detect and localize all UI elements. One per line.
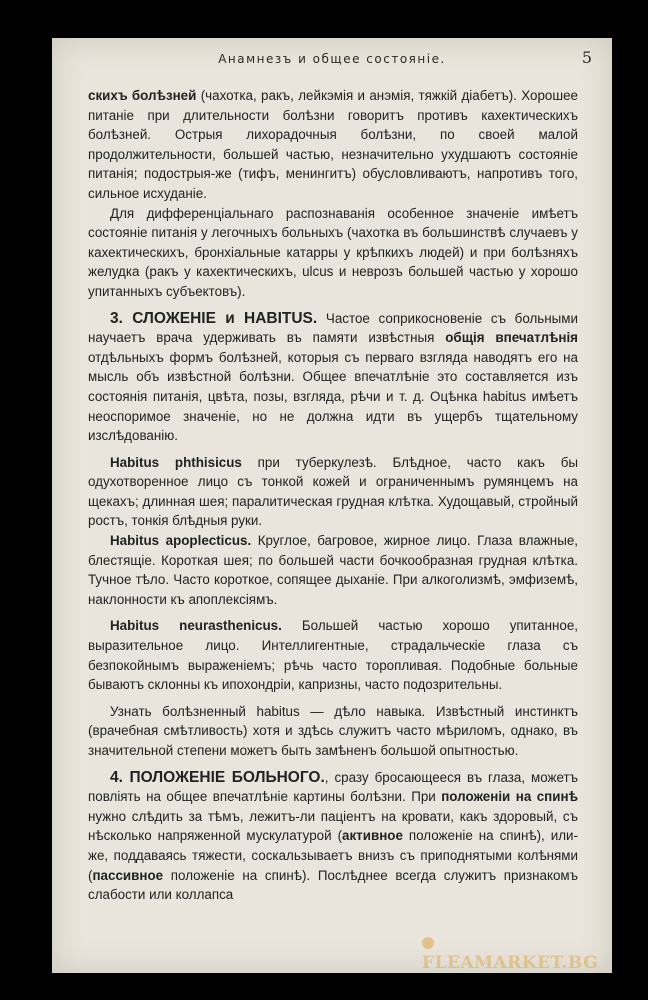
paragraph-text: при туберкулезѣ. Блѣдное, часто какъ бы одухотворенное лицо съ тонкой кожей и ограниченнымъ румянцемъ на щекахъ; длинная шея; паралитическая грудная клѣтка. Худощавый, стройный ростъ, тонкія блѣдныя руки. [88, 454, 578, 529]
section-3 [88, 309, 578, 446]
bold-term: пассивное [92, 867, 164, 883]
habitus-term: Habitus apoplecticus. [110, 533, 252, 549]
paragraph-text: отдѣльныхъ формъ болѣзней, которыя съ перваго взгляда наводятъ его на мысль объ извѣстной болѣзни. Общее впечатлѣніе это составляется изъ состоянія питанія, цвѣта, позы, взгляда, рѣчи и т. д. Оцѣнка habitus имѣетъ неоспоримое значеніе, но не должна идти въ ущербъ тщательному изслѣдованію. [88, 349, 578, 444]
paragraph-text: (чахотка, ракъ, лейкэмія и анэмія, тяжкій діабетъ). Хорошее питаніе при длительности болѣзни говоритъ противъ кахектическихъ болѣзней. Острыя лихорадочныя болѣзни, по своей малой продолжительности, большей частью, незначительно ухудшаютъ состояніе питанія; подострыя-же (тифъ, менингитъ) обусловливаютъ, напротивъ того, сильное исхуданіе. [88, 88, 578, 201]
paragraph-habitus-skill: Узнать болѣзненный habitus — дѣло навыка. Извѣстный инстинктъ (врачебная смѣтливость) хотя и здѣсь служитъ часто мѣриломъ, однако, въ значительной степени можетъ быть замѣненъ большой опытностью. [88, 703, 578, 758]
paragraph-text: , сразу бросающееся въ глаза, можетъ повліять на общее впечатлѣніе картины болѣзни. При [88, 769, 578, 805]
paragraph-text: положеніе на спинѣ). Послѣднее всегда служитъ признакомъ слабости или коллапса [88, 867, 578, 903]
paragraph-text: нужно слѣдить за тѣмъ, лежитъ-ли паціентъ на кровати, какъ здоровый, съ нѣсколько напряженной мускулатурой ( [88, 808, 578, 844]
bold-term: активное [342, 828, 403, 844]
watermark-logo [422, 933, 612, 973]
bold-term: общія впечатлѣнія [445, 330, 578, 346]
paragraph-text: Большей частью хорошо упитанное, выразительное лицо. Интеллигентные, страдальческіе глаза съ безпокойнымъ выраженіемъ; рѣчь часто торопливая. Подобные больные бываютъ склонны къ ипохондріи, капризны, часто подозрительны. [88, 618, 578, 693]
habitus-neurasthenicus [88, 616, 578, 694]
page-number: 5 [581, 48, 592, 67]
body-text [88, 86, 578, 905]
book-page [52, 38, 612, 973]
paragraph-differential: Для дифференціальнаго распознаванія особенное значеніе имѣетъ состояніе питанія у легочныхъ больныхъ (чахотка въ большинствѣ случаевъ у кахектическихъ, бронхіальные катарры у крѣпкихъ людей) и при болѣзняхъ желудка (ракъ у кахектическихъ, ulcus и неврозъ большей частью у хорошо упитанныхъ субъектовъ). [88, 205, 578, 299]
section-4-heading: 4. ПОЛОЖЕНІЕ БОЛЬНОГО. [110, 768, 325, 786]
bold-term: положеніи на спинѣ [441, 789, 578, 805]
running-title: Анамнезъ и общее состояніе. [218, 52, 446, 66]
habitus-term: Habitus phthisicus [110, 454, 242, 470]
watermark-text: FLEAMARKET.BG [422, 953, 599, 973]
watermark-dot-icon [422, 937, 434, 949]
habitus-apoplecticus [88, 531, 578, 609]
habitus-phthisicus [88, 453, 578, 531]
habitus-term: Habitus neurasthenicus. [110, 618, 282, 634]
paragraph-text: Частое соприкосновеніе съ больными научаетъ врача удерживать въ памяти извѣстныя [88, 310, 578, 346]
paragraph-cachexia [88, 86, 578, 204]
section-3-heading: 3. СЛОЖЕНІЕ и HABITUS. [110, 309, 318, 327]
paragraph-text: положеніе на спинѣ), или-же, поддаваясь тяжести, соскальзываетъ внизъ съ приподнятыми колѣнями ( [88, 828, 578, 883]
bold-term: скихъ болѣзней [88, 88, 197, 103]
section-4 [88, 768, 578, 905]
paragraph-text: Круглое, багровое, жирное лицо. Глаза влажные, блестящіе. Короткая шея; по большей части бочкообразная грудная клѣтка. Тучное тѣло. Часто короткое, сопящее дыханіе. При алкоголизмѣ, эмфиземѣ, наклонности къ апоплексіямъ. [88, 533, 578, 607]
